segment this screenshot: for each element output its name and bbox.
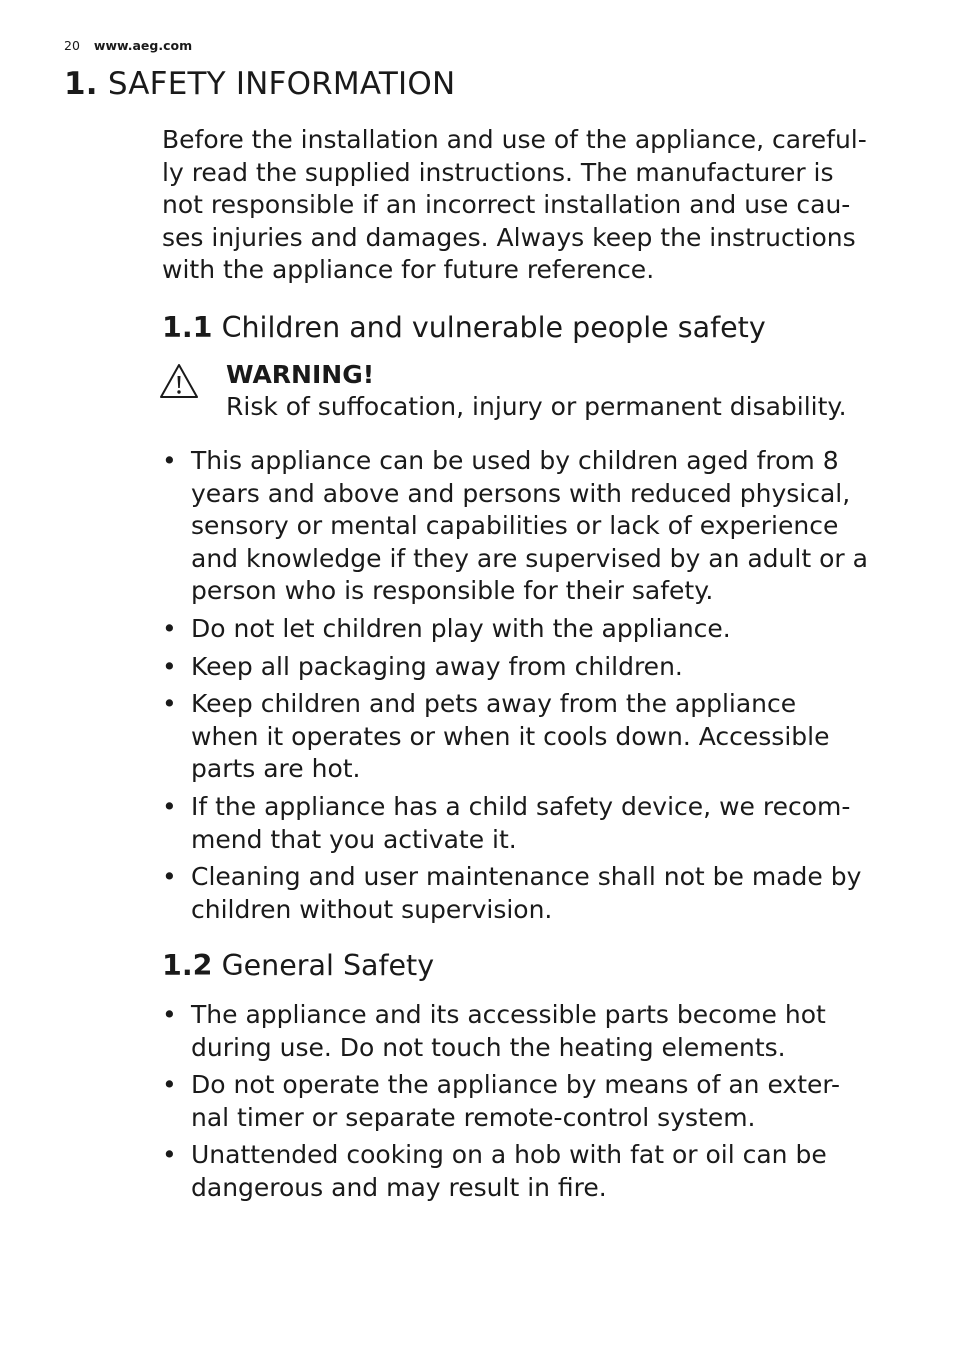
list-item-line: during use. Do not touch the heating elements. [191,1032,786,1062]
list-item [162,1139,922,1204]
subsection-number: 1.2 [162,949,213,982]
section-number: 1. [64,66,98,102]
list-item-line: person who is responsible for their safety. [191,576,714,606]
list-item-line: and knowledge if they are supervised by an adult or a [191,543,868,573]
page-title [64,66,455,102]
warning-text: Risk of suffocation, injury or permanent disability. [226,392,847,421]
warning-title: WARNING! [226,360,375,389]
intro-line: with the appliance for future reference. [162,255,655,285]
list-item-line: • Keep children and pets away from the appliance [191,689,797,719]
list-item-line: • The appliance and its accessible parts become hot [191,1000,826,1029]
subsection-number: 1.1 [162,311,213,344]
list-item-line: • This appliance can be used by children aged from 8 [191,446,839,475]
page-number: 20 [64,38,80,53]
intro-line: Before the installation and use of the appliance, careful- [162,125,867,154]
list-item [162,651,922,684]
list-item [162,791,922,856]
list-item-line: nal timer or separate remote-control system. [191,1102,756,1132]
list-item-line: when it operates or when it cools down. Accessible [191,721,830,751]
warning-triangle-icon [159,363,199,399]
list-item-line: • If the appliance has a child safety device, we recom- [191,791,851,821]
website-url: www.aeg.com [93,38,193,53]
list-item-line: • Do not operate the appliance by means of an exter- [191,1070,841,1100]
list-item-line: children without supervision. [191,894,553,924]
intro-paragraph [162,124,902,287]
general-safety-list [162,999,922,1210]
list-item-line: mend that you activate it. [191,824,517,854]
subsection-heading-children [162,311,766,344]
subsection-title: General Safety [221,949,435,982]
intro-line: ses injuries and damages. Always keep the instructions [162,222,856,252]
list-item-line: years and above and persons with reduced physical, [191,478,851,508]
list-item-line: sensory or mental capabilities or lack of experience [191,511,839,541]
subsection-heading-general [162,949,434,982]
list-item-line: • Unattended cooking on a hob with fat or oil can be [191,1140,827,1170]
list-item [162,999,922,1064]
list-item [162,613,922,646]
list-item [162,1069,922,1134]
list-item-line: parts are hot. [191,754,361,784]
list-item [162,688,922,786]
list-item-line: • Cleaning and user maintenance shall not be made by [191,862,862,892]
subsection-title: Children and vulnerable people safety [221,311,766,344]
intro-line: not responsible if an incorrect installation and use cau- [162,190,851,220]
list-item-line: dangerous and may result in fire. [191,1172,607,1202]
children-safety-list [162,445,922,931]
intro-line: ly read the supplied instructions. The manufacturer is [162,157,834,187]
list-item-line: • Keep all packaging away from children. [191,651,683,681]
section-title: SAFETY INFORMATION [107,66,456,102]
list-item-line: • Do not let children play with the appliance. [191,613,731,643]
page-header [64,38,192,53]
list-item [162,445,922,608]
list-item [162,861,922,926]
